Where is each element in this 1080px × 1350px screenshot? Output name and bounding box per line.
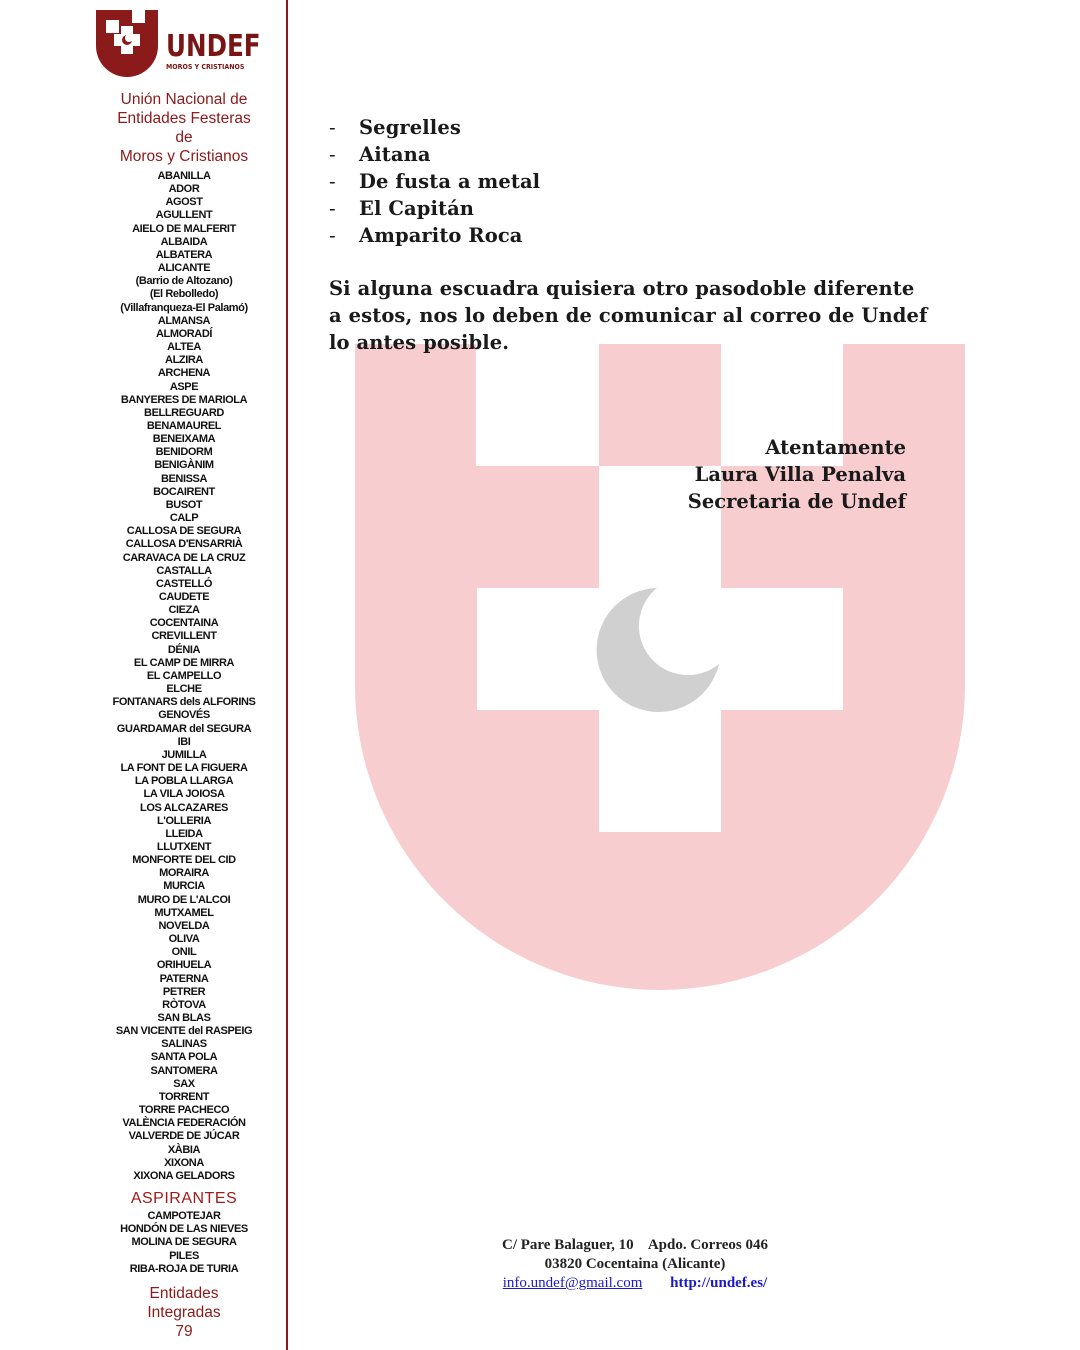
- member-item: ADOR: [168, 183, 200, 196]
- member-item: BELLREGUARD: [144, 406, 224, 419]
- member-item: CREVILLENT: [151, 630, 217, 643]
- member-item: (Villafranqueza-El Palamó): [120, 301, 248, 314]
- member-item: EL CAMP DE MIRRA: [133, 656, 235, 669]
- aspirante-item: CAMPOTEJAR: [147, 1210, 221, 1222]
- member-item: SAN VICENTE del RASPEIG: [115, 1025, 253, 1038]
- member-item: GENOVÉS: [158, 709, 210, 722]
- member-item: MURCIA: [163, 880, 205, 893]
- member-item: VALVERDE DE JÚCAR: [128, 1130, 240, 1143]
- song-title: De fusta a metal: [359, 170, 541, 193]
- website-link[interactable]: http://undef.es/: [670, 1275, 768, 1291]
- entidades-count: 79: [175, 1323, 193, 1340]
- member-item: BUSOT: [165, 498, 203, 511]
- member-item: BENIGÀNIM: [154, 459, 214, 472]
- member-item: XIXONA: [164, 1156, 204, 1169]
- aspirantes-heading: ASPIRANTES: [130, 1190, 238, 1207]
- member-item: DÉNIA: [167, 643, 201, 656]
- member-item: ALBATERA: [155, 248, 213, 261]
- member-item: (El Rebolledo): [149, 288, 219, 301]
- member-item: CAUDETE: [158, 591, 210, 603]
- member-item: SAN BLAS: [157, 1012, 211, 1024]
- song-title: Amparito Roca: [359, 224, 523, 247]
- aspirante-item: RIBA-ROJA DE TURIA: [129, 1262, 239, 1275]
- logo-wordmark: UNDEF: [166, 29, 261, 64]
- signature-closing: Atentamente: [765, 436, 906, 459]
- member-item: RÒTOVA: [162, 998, 206, 1011]
- member-item: BANYERES DE MARIOLA: [120, 393, 248, 406]
- member-item: SALINAS: [161, 1038, 207, 1051]
- member-item: MONFORTE DEL CID: [132, 854, 236, 867]
- member-item: PATERNA: [159, 972, 209, 985]
- member-item: LOS ALCAZARES: [140, 801, 228, 814]
- song-title: Segrelles: [359, 116, 461, 139]
- member-item: CALP: [169, 512, 199, 525]
- signature-title: Secretaria de Undef: [687, 490, 906, 513]
- member-item: CIEZA: [168, 604, 200, 617]
- aspirante-item: HONDÓN DE LAS NIEVES: [120, 1223, 248, 1236]
- member-item: TORRENT: [158, 1090, 210, 1103]
- member-item: JUMILLA: [161, 748, 207, 761]
- email-link[interactable]: info.undef@gmail.com: [502, 1275, 643, 1291]
- member-item: ALICANTE: [157, 262, 211, 275]
- member-item: ALMORADÍ: [155, 327, 213, 340]
- member-item: BENEIXAMA: [152, 433, 216, 446]
- member-item: (Barrio de Altozano): [135, 275, 233, 288]
- member-item: SAX: [173, 1077, 195, 1090]
- member-item: CALLOSA DE SEGURA: [126, 525, 242, 538]
- member-item: XIXONA GELADORS: [133, 1169, 235, 1182]
- member-item: LLUTXENT: [156, 840, 212, 853]
- member-item: LLEIDA: [165, 827, 203, 840]
- entidades-line: Integradas: [147, 1304, 221, 1321]
- member-item: VALÈNCIA FEDERACIÓN: [122, 1117, 246, 1130]
- song-item: [329, 222, 949, 249]
- song-item: [329, 168, 949, 195]
- body-paragraph: Si alguna escuadra quisiera otro pasodoble diferente a estos, nos lo deben de comunicar al correo de Undef lo antes posible.: [329, 277, 928, 354]
- list-dash: -: [329, 170, 336, 193]
- entidades-line: Entidades: [149, 1285, 219, 1302]
- member-item: ARCHENA: [157, 367, 211, 380]
- member-item: AGULLENT: [155, 209, 213, 222]
- member-item: BOCAIRENT: [153, 485, 215, 498]
- member-item: FONTANARS dels ALFORINS: [112, 696, 256, 709]
- footer-city: 03820 Cocentaina (Alicante): [544, 1256, 726, 1272]
- signature-block: [688, 434, 906, 515]
- member-item: CARAVACA DE LA CRUZ: [122, 551, 246, 564]
- member-item: GUARDAMAR del SEGURA: [116, 722, 252, 735]
- org-line: Moros y Cristianos: [119, 148, 249, 165]
- member-item: ALZIRA: [165, 354, 203, 367]
- org-line: Unión Nacional de: [120, 91, 248, 108]
- sidebar: [0, 0, 288, 1350]
- member-item: L'OLLERIA: [156, 814, 211, 827]
- member-item: TORRE PACHECO: [138, 1104, 230, 1117]
- member-item: MUTXAMEL: [154, 906, 214, 919]
- member-item: ALTEA: [167, 341, 201, 354]
- org-line: Entidades Festeras: [117, 110, 251, 127]
- pasodoble-list: [329, 114, 949, 249]
- member-item: LA POBLA LLARGA: [134, 775, 234, 788]
- member-item: AGOST: [165, 196, 203, 209]
- member-item: SANTOMERA: [150, 1064, 218, 1077]
- member-item: ELCHE: [166, 683, 202, 696]
- song-title: Aitana: [359, 143, 431, 166]
- member-item: CASTELLÓ: [155, 577, 213, 590]
- aspirante-item: PILES: [169, 1249, 199, 1262]
- member-item: CALLOSA D'ENSARRIÀ: [125, 538, 243, 551]
- member-item: OLIVA: [168, 933, 200, 946]
- footer: [480, 1236, 790, 1293]
- member-item: ONIL: [171, 946, 197, 959]
- member-item: LA VILA JOIOSA: [143, 788, 225, 801]
- list-dash: -: [329, 116, 336, 139]
- member-item: XÀBIA: [167, 1143, 201, 1156]
- member-item: ABANILLA: [157, 170, 211, 182]
- logo-subtitle: MOROS Y CRISTIANOS: [166, 63, 245, 71]
- member-item: BENAMAUREL: [146, 419, 222, 432]
- member-item: ALBAIDA: [160, 235, 208, 248]
- aspirantes-list: [90, 1210, 278, 1276]
- member-item: EL CAMPELLO: [146, 669, 222, 682]
- song-title: El Capitán: [359, 197, 475, 220]
- member-item: BENISSA: [160, 472, 208, 485]
- member-item: IBI: [177, 735, 191, 748]
- member-list: [90, 170, 278, 1183]
- signature-name: Laura Villa Penalva: [694, 463, 906, 486]
- member-item: AIELO DE MALFERIT: [132, 222, 236, 235]
- song-item: [329, 141, 949, 168]
- member-item: BENIDORM: [155, 446, 213, 459]
- member-item: MURO DE L'ALCOI: [137, 893, 231, 906]
- member-item: SANTA POLA: [150, 1051, 218, 1064]
- member-item: ASPE: [169, 380, 199, 393]
- letter-body: [329, 114, 949, 356]
- song-item: [329, 195, 949, 222]
- member-item: CASTALLA: [156, 564, 212, 577]
- song-item: [329, 114, 949, 141]
- list-dash: -: [329, 197, 336, 220]
- member-item: LA FONT DE LA FIGUERA: [120, 762, 248, 775]
- list-dash: -: [329, 224, 336, 247]
- member-item: ALMANSA: [157, 314, 211, 327]
- integrated-entities: [90, 1284, 278, 1341]
- member-item: PETRER: [162, 985, 206, 998]
- org-line: de: [175, 129, 193, 146]
- member-item: COCENTAINA: [149, 617, 219, 630]
- aspirante-item: MOLINA DE SEGURA: [131, 1236, 237, 1249]
- member-item: NOVELDA: [158, 919, 210, 932]
- footer-address: C/ Pare Balaguer, 10 Apdo. Correos 046: [502, 1237, 768, 1253]
- list-dash: -: [329, 143, 336, 166]
- member-item: MORAIRA: [159, 867, 209, 880]
- organization-name: [90, 90, 278, 166]
- member-item: ORIHUELA: [156, 959, 212, 972]
